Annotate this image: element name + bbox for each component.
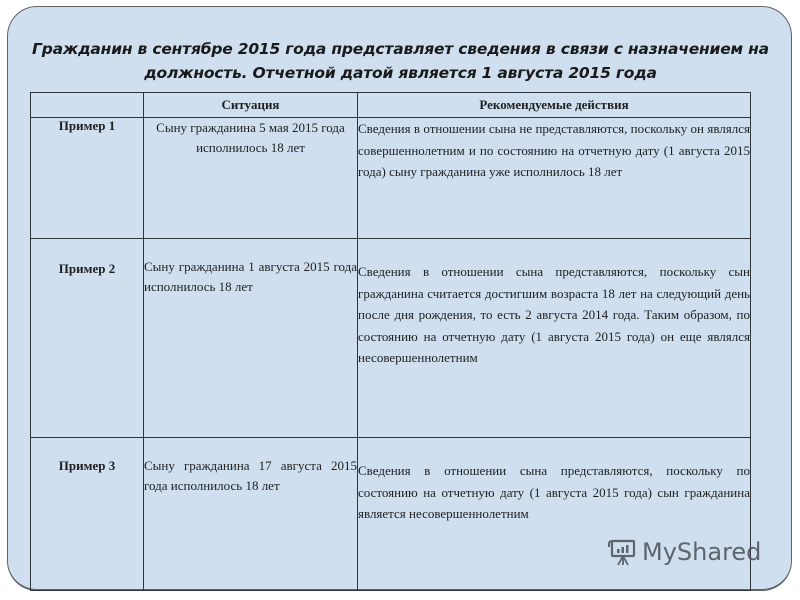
row-label: Пример 2 <box>31 239 144 438</box>
table-row <box>31 118 751 239</box>
row-label: Пример 1 <box>31 118 144 239</box>
table-row <box>31 438 751 591</box>
situation-cell: Сыну гражданина 5 мая 2015 года исполнилось 18 лет <box>144 118 358 239</box>
title-line-2: должность. Отчетной датой является 1 августа 2015 года <box>144 64 657 82</box>
header-empty <box>31 93 144 118</box>
header-recommended-actions: Рекомендуемые действия <box>358 93 751 118</box>
situation-cell: Сыну гражданина 17 августа 2015 года исполнилось 18 лет <box>144 438 358 591</box>
table-header-row <box>31 93 751 118</box>
title-line-1: Гражданин в сентябре 2015 года представляет сведения в связи с назначением на <box>32 40 769 58</box>
watermark-text: MyShared <box>642 538 762 566</box>
presentation-board-icon <box>608 537 638 567</box>
myshared-watermark <box>608 537 761 567</box>
action-cell: Сведения в отношении сына представляются, поскольку сын гражданина считается достигшим возраста 18 лет на следующий день после дня рождения, то есть 2 августа 2014 года. Таким образом, по состоянию на отчетную дату (1 августа 2015 года) он еще являлся несовершеннолетним <box>358 239 751 438</box>
table-row <box>31 239 751 438</box>
action-cell: Сведения в отношении сына не представляются, поскольку он являлся совершеннолетним и по состоянию на отчетную дату (1 августа 2015 года) сыну гражданина уже исполнилось 18 лет <box>358 118 751 239</box>
slide-title <box>8 37 793 85</box>
action-cell: Сведения в отношении сына представляются, поскольку по состоянию на отчетную дату (1 августа 2015 года) сын гражданина является несовершеннолетним <box>358 438 751 591</box>
header-situation: Ситуация <box>144 93 358 118</box>
examples-table <box>30 92 751 591</box>
row-label: Пример 3 <box>31 438 144 591</box>
situation-cell: Сыну гражданина 1 августа 2015 года исполнилось 18 лет <box>144 239 358 438</box>
